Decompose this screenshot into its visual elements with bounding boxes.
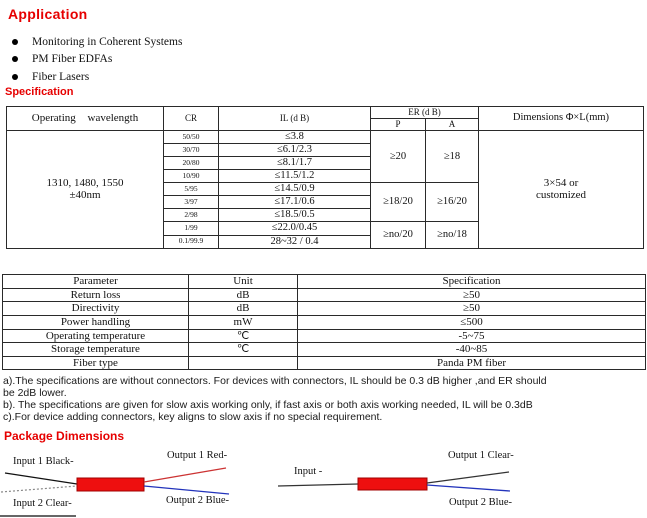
cell-cr: 0.1/99.9 (164, 235, 219, 248)
cell-er-p: ≥no/20 (371, 222, 426, 248)
cell-er-a: ≥18 (426, 131, 479, 183)
list-item (10, 51, 182, 69)
application-list (10, 33, 182, 86)
cell-il: ≤17.1/0.6 (219, 196, 371, 209)
cell-wavelength (7, 131, 164, 249)
package-dimensions-heading: Package Dimensions (4, 429, 125, 443)
cell-unit: dB (189, 302, 298, 316)
output2-blue-label: Output 2 Blue- (166, 495, 229, 506)
footnotes (3, 376, 645, 424)
cell-parameter: Directivity (3, 302, 189, 316)
cell-cr: 1/99 (164, 222, 219, 235)
cell-il: ≤8.1/1.7 (219, 157, 371, 170)
wavelength-line1: 1310, 1480, 1550 (46, 176, 124, 189)
bullet-icon (12, 74, 18, 80)
cell-er-a: ≥16/20 (426, 183, 479, 222)
table-row (3, 315, 646, 329)
wavelength-line2: ±40nm (69, 189, 101, 202)
cell-parameter: Storage temperature (3, 343, 189, 357)
cell-specification: ≥50 (298, 302, 646, 316)
output2-blue-label: Output 2 Blue- (449, 497, 512, 508)
cell-il: ≤14.5/0.9 (219, 183, 371, 196)
cell-unit: dB (189, 288, 298, 302)
col-header-wavelength: Operating wavelength (7, 107, 164, 131)
cell-er-p: ≥20 (371, 131, 426, 183)
coupler-body (358, 478, 427, 490)
cell-cr: 50/50 (164, 131, 219, 144)
cell-er-p: ≥18/20 (371, 183, 426, 222)
footnote-a: a).The specifications are without connectors. For devices with connectors, IL should be 0.3 dB higher ,and ER should be 2dB lower. (3, 375, 547, 399)
cell-unit: ℃ (189, 343, 298, 357)
table-row (3, 343, 646, 357)
parameter-table (2, 274, 646, 370)
table-row (3, 302, 646, 316)
application-item-label: PM Fiber EDFAs (32, 53, 113, 66)
dimensions-line1: 3×54 or (543, 176, 579, 189)
cell-il: 28~32 / 0.4 (219, 235, 371, 248)
output1-red-fiber-line (144, 468, 226, 482)
col-header-er-a: A (426, 119, 479, 131)
cell-il: ≤6.1/2.3 (219, 144, 371, 157)
application-item-label: Fiber Lasers (32, 70, 90, 83)
output1-red-label: Output 1 Red- (167, 450, 228, 461)
col-header-cr: CR (164, 107, 219, 131)
input1-fiber-line (5, 473, 77, 484)
input-label: Input - (294, 466, 323, 477)
input1-label: Input 1 Black- (13, 456, 74, 467)
output2-blue-fiber-line (427, 485, 510, 491)
input2-label: Input 2 Clear- (13, 498, 72, 509)
cell-parameter: Operating temperature (3, 329, 189, 343)
table-row (7, 131, 644, 144)
output1-clear-fiber-line (427, 472, 509, 483)
table-row (3, 329, 646, 343)
cell-er-a: ≥no/18 (426, 222, 479, 248)
cell-parameter: Fiber type (3, 356, 189, 370)
table-header-row (7, 107, 644, 119)
cell-specification: -40~85 (298, 343, 646, 357)
cell-cr: 3/97 (164, 196, 219, 209)
list-item (10, 33, 182, 51)
table-row (3, 288, 646, 302)
cell-il: ≤22.0/0.45 (219, 222, 371, 235)
col-header-parameter: Parameter (3, 275, 189, 289)
col-header-il: IL (d B) (219, 107, 371, 131)
cell-specification: ≤500 (298, 315, 646, 329)
col-header-dimensions: Dimensions Φ×L(mm) (479, 107, 644, 131)
specification-table (6, 106, 644, 249)
cell-il: ≤18.5/0.5 (219, 209, 371, 222)
cell-unit (189, 356, 298, 370)
cell-parameter: Return loss (3, 288, 189, 302)
cell-il: ≤3.8 (219, 131, 371, 144)
cell-cr: 10/90 (164, 170, 219, 183)
cell-dimensions (479, 131, 644, 249)
col-header-er: ER (d B) (371, 107, 479, 119)
application-heading: Application (8, 6, 88, 22)
table-row (3, 356, 646, 370)
col-header-unit: Unit (189, 275, 298, 289)
cell-cr: 2/98 (164, 209, 219, 222)
cell-specification: ≥50 (298, 288, 646, 302)
application-item-label: Monitoring in Coherent Systems (32, 35, 183, 48)
cell-specification: -5~75 (298, 329, 646, 343)
col-header-specification: Specification (298, 275, 646, 289)
cell-cr: 30/70 (164, 144, 219, 157)
cell-cr: 20/80 (164, 157, 219, 170)
specification-heading: Specification (5, 86, 74, 98)
output2-blue-fiber-line (144, 486, 229, 494)
output1-clear-label: Output 1 Clear- (448, 450, 514, 461)
cell-cr: 5/95 (164, 183, 219, 196)
bullet-icon (12, 56, 18, 62)
coupler-body (77, 478, 144, 491)
footnote-c: c).For device adding connectors, key aligns to slow axis if no special requirement. (3, 410, 383, 423)
cell-unit: mW (189, 315, 298, 329)
footnote-b: b). The specifications are given for slow axis working only, if fast axis or both axis working needed, IL will be 0.3dB (3, 398, 533, 411)
cell-il: ≤11.5/1.2 (219, 170, 371, 183)
dimensions-line2: customized (535, 189, 587, 202)
col-header-er-p: P (371, 119, 426, 131)
cell-parameter: Power handling (3, 315, 189, 329)
cell-unit: ℃ (189, 329, 298, 343)
list-item (10, 68, 182, 86)
page-bottom-divider (0, 515, 76, 517)
cell-specification: Panda PM fiber (298, 356, 646, 370)
table-header-row (3, 275, 646, 289)
input-fiber-line (278, 484, 358, 486)
bullet-icon (12, 39, 18, 45)
package-diagram (0, 445, 647, 518)
input2-fiber-line (1, 486, 77, 492)
